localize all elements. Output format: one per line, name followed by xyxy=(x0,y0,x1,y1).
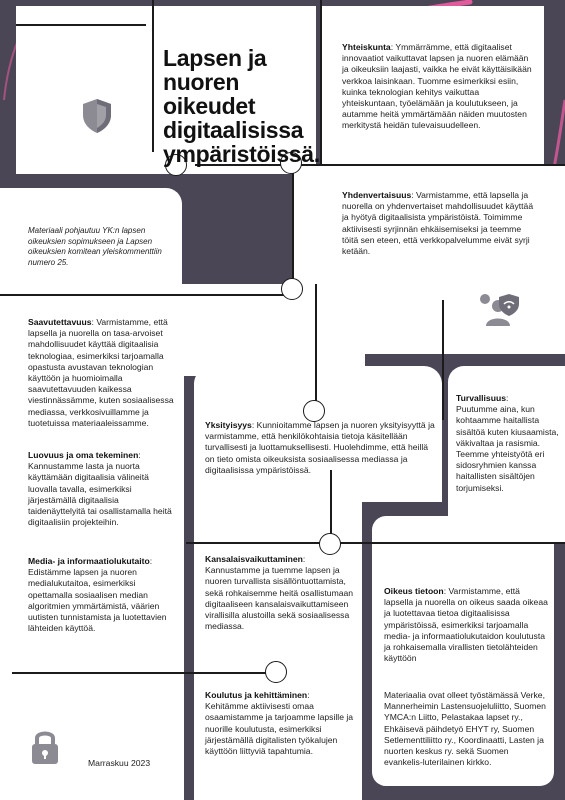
section-body: Varmistamme, että lapsella ja nuorella on tasa-arvoiset mahdollisuudet käyttää digitaalisia teknologiaa, esimerkiksi tarjoamalla opastusta avustavan teknologian käyttöön ja huomioimalla saavutettavuuden kaikessa viestinnässämme, kuten sosiaalisessa mediassa, verkkosivuillamme ja tuotetuissa materiaaleissamme. xyxy=(28,317,174,428)
credits-text: Materiaalia ovat olleet työstämässä Verke, Mannerheimin Lastensuojeluliitto, Suomen YMCA:n Liitto, Pelastakaa lapset ry., Ehkäisevä päihdetyö EHYT ry, Suomen Setlementtiliitto ry., Koordinaatti, Lasten ja nuorten keskus ry. sekä Suomen evankelis-luterilainen kirkko. xyxy=(384,690,546,768)
divider-line xyxy=(0,294,300,296)
title-line: oikeudet xyxy=(163,93,256,119)
section-heading: Yhdenvertaisuus xyxy=(342,190,412,200)
connector-circle xyxy=(265,661,287,683)
connector-circle xyxy=(319,533,341,555)
section-saavutettavuus: Saavutettavuus: Varmistamme, että lapsella ja nuorella on tasa-arvoiset mahdollisuudet käyttää digitaalisia teknologiaa, esimerkiksi tarjoamalla opastusta avustavan teknologian käyttöön ja huomioimalla saavutettavuuden kaikessa viestinnässämme, kuten sosiaalisessa mediassa, verkkosivuillamme ja tuotetuissa materiaaleissamme. xyxy=(28,317,174,428)
divider-line xyxy=(442,300,444,420)
divider-line xyxy=(330,470,332,540)
divider-line xyxy=(16,24,146,26)
credits xyxy=(384,690,548,768)
divider-line xyxy=(12,672,274,674)
divider-line xyxy=(292,164,294,284)
section-body: Varmistamme, että lapsella ja nuorella on oikeus saada oikeaa ja luotettavaa tietoa digitaalisissa ympäristöissä, esimerkiksi tarjoamalla media- ja informaatiolukutaidon koulutusta ja rohkaisemalla virallisten tietolähteiden käyttöön xyxy=(384,586,548,664)
section-body: Ymmärrämme, että digitaaliset innovaatiot vaikuttavat lapsen ja nuoren elämään ja oikeuksiin laajasti, vaikka he eivät käyttäisikään verkkoa laisinkaan. Tuomme esimerkiksi esiin, kuinka teknologian kehitys vaikuttaa yhteiskuntaan, työelämään ja koulutukseen, ja autamme heitä ymmärtämään näiden muutosten merkitystä heidän tulevaisuudelleen. xyxy=(342,42,532,131)
divider-line xyxy=(152,0,154,152)
divider-line xyxy=(315,284,317,414)
date-text: Marraskuu 2023 xyxy=(88,758,151,768)
section-yhteiskunta: Yhteiskunta: Ymmärrämme, että digitaaliset innovaatiot vaikuttavat lapsen ja nuoren elämään ja oikeuksiin laajasti, vaikka he eivät käyttäisikään verkkoa laisinkaan. Tuomme esimerkiksi esiin, kuinka teknologian kehitys vaikuttaa yhteiskuntaan, työelämään ja koulutukseen, ja autamme heitä ymmärtämään näiden muutosten merkitystä heidän tulevaisuudelleen. xyxy=(342,42,532,131)
shield-icon xyxy=(80,97,114,135)
section-body: Kannustamme lasta ja nuorta käyttämään digitaalisia välineitä luovalla tavalla, esimerkiksi järjestämällä digitaalisia taidenäyttelyitä tai osallistamalla heitä digitaalisiin projekteihin. xyxy=(28,461,172,528)
page-title xyxy=(163,46,323,166)
section-yksityisyys: Yksityisyys: Kunnioitamme lapsen ja nuoren yksityisyyttä ja varmistamme, että henkilökohtaisia tietoja käsitellään turvallisesti ja luottamuksellisesti. Huolehdimme, että heillä on tieto omista oikeuksista sosiaalisessa mediassa ja digitaalisissa ympäristöissä. xyxy=(205,420,435,475)
section-body: Kunnioitamme lapsen ja nuoren yksityisyyttä ja varmistamme, että henkilökohtaisia tietoja käsitellään turvallisesti ja luottamuksellisesti. Huolehdimme, että heillä on tieto omista oikeuksista sosiaalisessa mediassa ja digitaalisissa ympäristöissä. xyxy=(205,420,435,475)
padlock-icon xyxy=(29,728,61,766)
section-heading: Kansalaisvaikuttaminen xyxy=(205,554,303,564)
section-heading: Yksityisyys xyxy=(205,420,252,430)
section-heading: Oikeus tietoon xyxy=(384,586,444,596)
section-body: Edistämme lapsen ja nuoren medialukutaitoa, esimerkiksi opettamalla sosiaalisen median algoritmien ymmärtämistä, väärien uutisten tunnistamista ja luotettavien lähteiden käyttöä. xyxy=(28,567,167,634)
section-body: Kannustamme ja tuemme lapsen ja nuoren turvallista sisällöntuottamista, sekä rohkaisemme heitä osallistumaan digitaaliseen kansalaisvaikuttamiseen virallisilla alustoilla sekä sosiaalisessa mediassa. xyxy=(205,565,354,632)
section-heading: Media- ja informaatiolukutaito xyxy=(28,556,150,566)
section-heading: Turvallisuus xyxy=(456,393,506,403)
section-body: Kehitämme aktiivisesti omaa osaamistamme ja tarjoamme lapsille ja nuorille koulutusta, esimerkiksi järjestämällä digitalisten työkalujen käyttöön liittyviä tapahtumia. xyxy=(205,701,354,757)
intro-note-text: Materiaali pohjautuu YK:n lapsen oikeuksien sopimukseen ja Lapsen oikeuksien komitean yleiskommenttiin numero 25. xyxy=(28,226,162,267)
section-koulutus: Koulutus ja kehittäminen: Kehitämme aktiivisesti omaa osaamistamme ja tarjoamme lapsille ja nuorille koulutusta, esimerkiksi järjestämällä digitalisten työkalujen käyttöön liittyviä tapahtumia. xyxy=(205,690,354,757)
divider-line xyxy=(186,542,565,544)
section-kansalaisvaikuttaminen: Kansalaisvaikuttaminen: Kannustamme ja tuemme lapsen ja nuoren turvallista sisällöntuottamista, sekä rohkaisemme heitä osallistumaan digitaaliseen kansalaisvaikuttamiseen virallisilla alustoilla sekä sosiaalisessa mediassa. xyxy=(205,554,354,632)
intro-note xyxy=(28,226,170,268)
section-turvallisuus: Turvallisuus: Puutumme aina, kun kohtaamme haitallista sisältöä kuten kiusaamista, väkivaltaa ja rasismia. Teemme yhteistyötä eri sidosryhmien kanssa haitallisten sisältöjen torjumiseksi. xyxy=(456,393,559,493)
title-line: ympäristöissä. xyxy=(163,141,320,167)
section-heading: Luovuus ja oma tekeminen xyxy=(28,450,139,460)
connector-circle xyxy=(303,400,325,422)
section-oikeus-tietoon: Oikeus tietoon: Varmistamme, että lapsella ja nuorella on oikeus saada oikeaa ja luotettavaa tietoa digitaalisissa ympäristöissä, esimerkiksi tarjoamalla media- ja informaatiolukutaidon koulutusta ja rohkaisemalla virallisten tietolähteiden käyttöön xyxy=(384,586,548,664)
section-heading: Koulutus ja kehittäminen xyxy=(205,690,308,700)
section-body: Puutumme aina, kun kohtaamme haitallista sisältöä kuten kiusaamista, väkivaltaa ja rasismia. Teemme yhteistyötä eri sidosryhmien kanssa haitallisten sisältöjen torjumiseksi. xyxy=(456,404,559,493)
connector-circle xyxy=(281,278,303,300)
date-label xyxy=(88,758,178,769)
people-shield-icon xyxy=(476,290,522,326)
title-line: Lapsen ja xyxy=(163,45,267,71)
section-body: Varmistamme, että lapsella ja nuorella on yhdenvertaiset mahdollisuudet käyttää ja hyötyä digitaalisista ympäristöistä. Toimimme aktiivisesti syrjinnän ehkäisemiseksi ja teemme töitä sen eteen, että verkkopalvelumme eivät syrji ketään. xyxy=(342,190,534,257)
section-heading: Saavutettavuus xyxy=(28,317,92,327)
section-media: Media- ja informaatiolukutaito: Edistämme lapsen ja nuoren medialukutaitoa, esimerkiksi opettamalla sosiaalisen median algoritmien ymmärtämistä, väärien uutisten tunnistamista ja luotettavien lähteiden käyttöä. xyxy=(28,556,167,634)
section-yhdenvertaisuus: Yhdenvertaisuus: Varmistamme, että lapsella ja nuorella on yhdenvertaiset mahdollisuudet käyttää ja hyötyä digitaalisista ympäristöistä. Toimimme aktiivisesti syrjinnän ehkäisemiseksi ja teemme töitä sen eteen, että verkkopalvelumme eivät syrji ketään. xyxy=(342,190,534,257)
title-line: nuoren xyxy=(163,69,240,95)
section-heading: Yhteiskunta xyxy=(342,42,391,52)
section-luovuus: Luovuus ja oma tekeminen: Kannustamme lasta ja nuorta käyttämään digitaalisia välineitä luovalla tavalla, esimerkiksi järjestämällä digitaalisia taidenäyttelyitä tai osallistamalla heitä digitaalisiin projekteihin. xyxy=(28,450,172,528)
title-line: digitaalisissa xyxy=(163,117,304,143)
